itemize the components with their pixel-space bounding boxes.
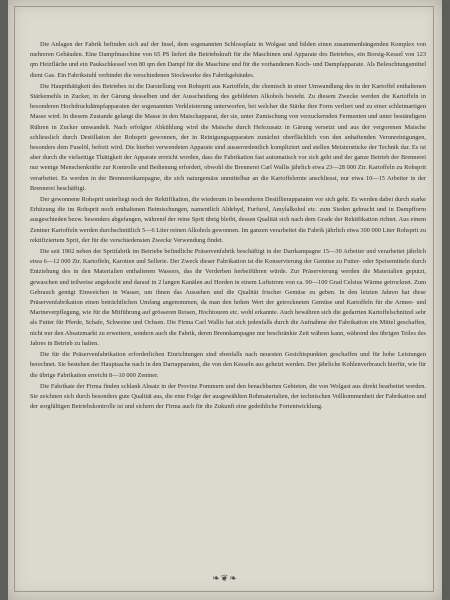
body-text [30,40,426,413]
document-page [8,0,442,600]
paragraph-5: Die für die Präservenfabrikation erforderlichen Einrichtungen sind ebenfalls nach neuesten Gesichtspunkten geschaffen und für hohe Leistungen berechnet. Sie bestehen der Hauptsache nach in den Darrapparaten, die von den Kesseln aus geheizt werden. Der jährliche Kohlenverbrauch hierfür, wie für die übrige Fabrikation erreicht 8—10 000 Zentner. [30,351,426,379]
ornament-icon: ❧❦❧ [212,574,238,584]
paragraph-4: Die seit 1902 neben der Spritfabrik im Betriebe befindliche Präservenfabrik beschäftigt in der Darrkampagne 15—30 Arbeiter und verarbeitet jährlich etwa 6—12 000 Ztr. Kartoffeln, Karotten und Sellerie. Der Zweck dieser Fabrikation ist die Konservierung der Gemüse zu Futter- oder Speisemitteln durch Entziehung des in den Materialien enthaltenen Wassers, das ihr Verderben herbeiführen würde. Zur Präservierung werden die Materialien geputzt, gewaschen und teilweise angekocht und darauf in 2 langen Kanälen auf Horden in einem Luftstrom von ca. 90—100 Grad Celsius Wärme getrocknet. Zum Gebrauch genügt Einweichen in Wasser, um ihnen das Aussehen und die Qualität frischer Gemüse zu geben. In den letzten Jahren hat diese Präservenfabrikation einen beträchtlichen Umfang angenommen, da man den hohen Wert der getrockneten Gemüse und Kartoffeln für die Armee- und Marineverpflegung, wie für die Mitführung auf grösseren Reisen, Hochtouren etc. wohl erkannte. Auch bewähren sich die gedarrten Kartoffelschnitzel sehr als Futter für Pferde, Schafe, Schweine und Ochsen. Die Firma Carl Wallis hat sich jedenfalls durch die Aufnahme der Fabrikation ein Mittel geschaffen, nicht nur den Absatzmarkt zu erweitern, sondern auch die Fabrik, deren Brennkampagne nur beschränkte Zeit währen kann, während des übrigen Teiles des Jahres in Betrieb zu halten. [30,248,426,347]
paragraph-2: Die Hauptthätigkeit des Betriebes ist die Darstellung von Rohsprit aus Kartoffeln, die chemisch in einer Umwandlung des in der Kartoffel enthaltenen Stärkemehls in Zucker, in der Gärung desselben und der Ausscheidung des gebildeten Alkohols besteht. Zu diesem Zwecke werden die Kartoffeln in besonderen Hochdruckdämpfapparaten der sogenannten Verkleisterung unterworfen, bei welcher die Stärke ihre Form verliert und zu einer schleimartigen Masse wird. In diesem Zustande gelangt die Masse in den Maischapparat, der sie, unter Zumischung von verzuckernden Fermenten und unter beständigem Rühren in Zucker umwandelt. Nach erfolgter Abkühlung wird die Maische durch Hefezusatz in Gärung versetzt und aus der vergorenen Maische schliesslich durch Destillation der Rohsprit gewonnen, der in Reinigungsapparaten zunächst oberflächlich von den anhaftenden Verunreinigungen, besonders dem Fuselöl, befreit wird. Die hierbei verwendeten Apparate sind ausserordentlich kompliziert und stellen Meisterstücke der Technik dar. Es ist aber durch die vielseitige Thätigkeit der Apparate erreicht worden, dass die Fabrikation fast automatisch vor sich geht und der ganze Betrieb der Brennerei nur wenige Menschenkräfte zur Kontrolle und Bedienung erfordert, obwohl die Brennerei Carl Wallis jährlich etwa 23—28 000 Ztr. Kartoffeln zu Rohsprit verarbeitet. Es werden in der Brennereikampagne, die sich naturgemäss unmittelbar an die Kartoffelernte anschliesst, nur etwa 10—15 Arbeiter in der Brennerei beschäftigt. [30,82,426,192]
paragraph-3: Der gewonnene Rohsprit unterliegt noch der Rektifikation, die wiederum in besonderen Destillierapparaten vor sich geht. Es werden dabei durch starke Erhitzung die im Rohsprit noch enthaltenen Beimischungen, namentlich Aldehyd, Furfurol, Amylalkohol etc. zum Sieden gebracht und in Dampfform ausgeschieden bezw. besonders abgefangen, während der reine Sprit übrig bleibt, dessen Qualität sich nach dem Grade der Rektifikation richtet. Aus einem Zentner Kartoffeln werden durchschnittlich 5—6 Liter reinen Alkohols gewonnen. Im ganzen verarbeitet die Fabrik jährlich etwa 300 000 Liter Rohsprit zu rektifiziertem Sprit, der für die verschiedensten Zwecke Verwendung findet. [30,196,426,244]
paragraph-1: Die Anlagen der Fabrik befinden sich auf der Insel, dem sogenannten Schlossplatz in Wolgast und bilden einen zusammenhängenden Komplex von mehreren Gebäuden. Eine Dampfmaschine von 65 PS liefert die Betriebskraft für die Maschinen und Apparate des Betriebes, ein Borsig-Kessel von 123 qm Heizfläche und ein Paukschkessel von 80 qm den Dampf für die Maschine und für die vorhandenen Koch- und Dampfapparate. Als Beleuchtungsmittel dient Gas. Ein Fabrikstuhl verbindet die verschiedenen Stockwerke des Fabrikgebäudes. [30,41,426,79]
paragraph-6: Die Fabrikate der Firma finden schlank Absatz in der Provinz Pommern und den benachbarten Gebieten, die von Wolgast aus direkt bearbeitet werden. Sie zeichnen sich durch besonders gute Qualität aus, die eine Folge der ausgewählten Rohmaterialien, der technischen Vollkommenheit der Fabrikation und der sorgfältigen Betriebskontrolle ist und sichern der Firma auch für die Zukunft eine gedeihliche Fortentwicklung. [30,382,426,411]
